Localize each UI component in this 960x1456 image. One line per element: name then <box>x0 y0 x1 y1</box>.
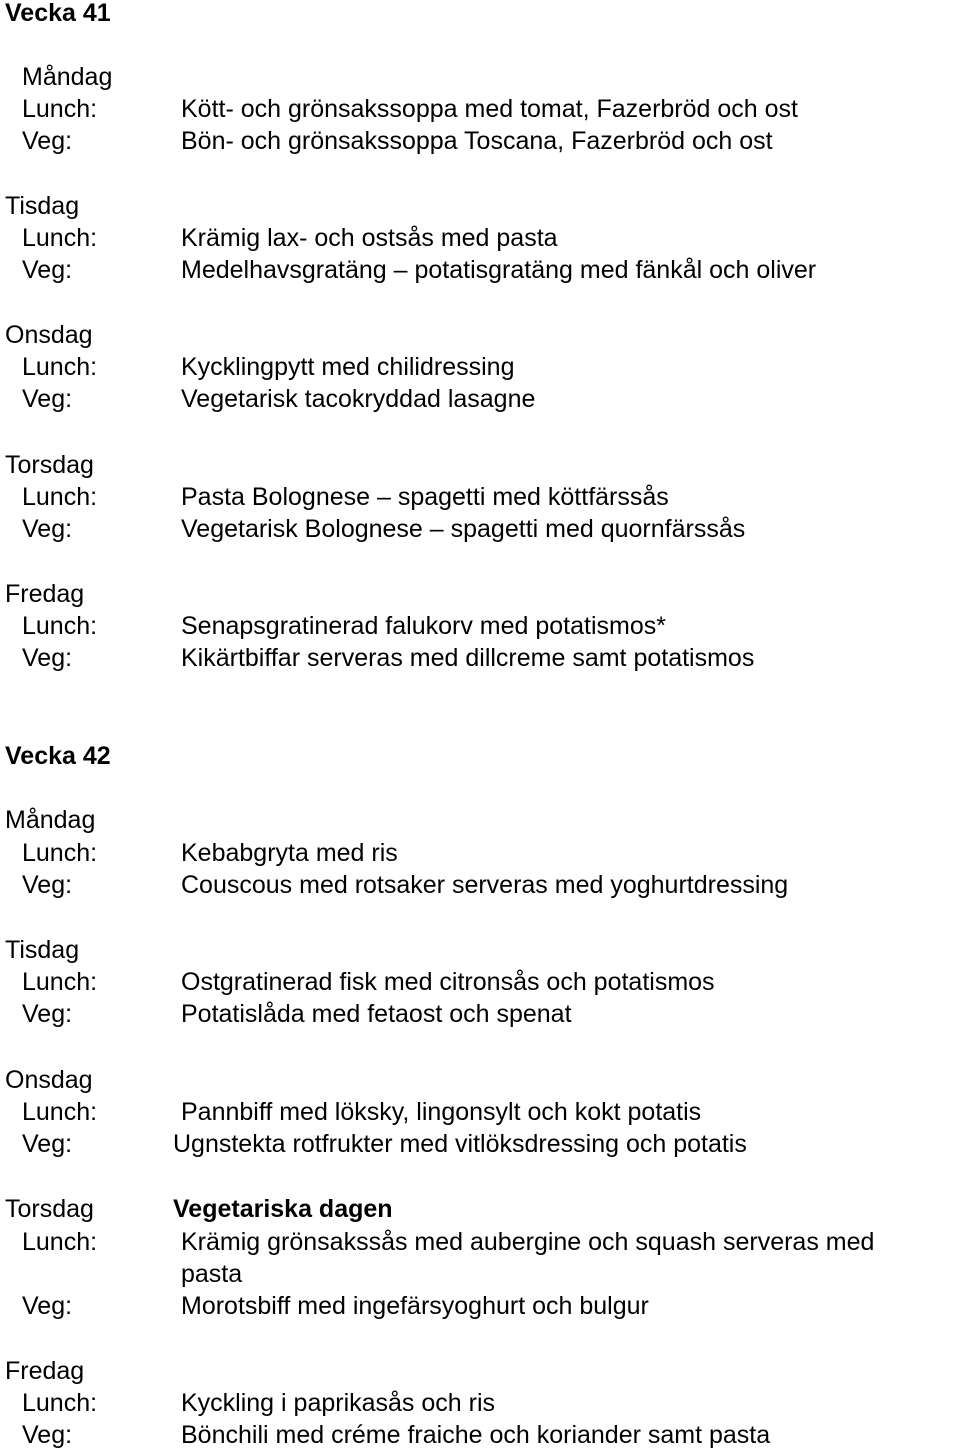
veg-label: Veg: <box>22 515 73 543</box>
day-name: Onsdag <box>5 321 93 349</box>
lunch-dish: Kycklingpytt med chilidressing <box>181 353 515 381</box>
lunch-label: Lunch: <box>22 224 98 252</box>
lunch-label: Lunch: <box>22 95 98 123</box>
veg-dish: Couscous med rotsaker serveras med yoghurtdressing <box>181 871 789 899</box>
veg-dish: Vegetarisk tacokryddad lasagne <box>181 385 536 413</box>
lunch-dish: Kyckling i paprikasås och ris <box>181 1389 496 1417</box>
veg-dish: Bön- och grönsakssoppa Toscana, Fazerbröd och ost <box>181 127 773 155</box>
veg-dish: Potatislåda med fetaost och spenat <box>181 1000 572 1028</box>
veg-label: Veg: <box>22 256 73 284</box>
veg-label: Veg: <box>22 1000 73 1028</box>
veg-dish: Kikärtbiffar serveras med dillcreme samt potatismos <box>181 644 755 672</box>
day-name: Torsdag <box>5 1195 94 1223</box>
lunch-dish: Krämig grönsakssås med aubergine och squash serveras med <box>181 1228 875 1256</box>
day-name: Fredag <box>5 1357 85 1385</box>
lunch-dish: Senapsgratinerad falukorv med potatismos* <box>181 612 666 640</box>
day-name: Fredag <box>5 580 85 608</box>
lunch-label: Lunch: <box>22 483 98 511</box>
veg-label: Veg: <box>22 127 73 155</box>
lunch-dish: Pannbiff med löksky, lingonsylt och kokt potatis <box>181 1098 702 1126</box>
veg-label: Veg: <box>22 644 73 672</box>
lunch-label: Lunch: <box>22 839 98 867</box>
day-name: Tisdag <box>5 192 80 220</box>
veg-dish: Vegetarisk Bolognese – spagetti med quornfärssås <box>181 515 746 543</box>
lunch-label: Lunch: <box>22 353 98 381</box>
veg-label: Veg: <box>22 385 73 413</box>
week-title: Vecka 42 <box>5 742 111 770</box>
day-name: Måndag <box>5 806 96 834</box>
lunch-label: Lunch: <box>22 1389 98 1417</box>
lunch-label: Lunch: <box>22 1228 98 1256</box>
veg-dish: Bönchili med créme fraiche och koriander samt pasta <box>181 1421 771 1449</box>
lunch-dish: Pasta Bolognese – spagetti med köttfärssås <box>181 483 669 511</box>
lunch-label: Lunch: <box>22 612 98 640</box>
veg-label: Veg: <box>22 1292 73 1320</box>
day-name: Onsdag <box>5 1066 93 1094</box>
lunch-dish: Ostgratinerad fisk med citronsås och potatismos <box>181 968 715 996</box>
lunch-label: Lunch: <box>22 968 98 996</box>
day-name: Torsdag <box>5 451 94 479</box>
veg-label: Veg: <box>22 1421 73 1449</box>
theme-day-title: Vegetariska dagen <box>173 1195 393 1223</box>
veg-label: Veg: <box>22 871 73 899</box>
lunch-dish: Kött- och grönsakssoppa med tomat, Fazerbröd och ost <box>181 95 798 123</box>
lunch-dish-continued: pasta <box>181 1260 243 1288</box>
day-name: Tisdag <box>5 936 80 964</box>
veg-label: Veg: <box>22 1130 73 1158</box>
lunch-dish: Kebabgryta med ris <box>181 839 398 867</box>
veg-dish: Medelhavsgratäng – potatisgratäng med fänkål och oliver <box>181 256 817 284</box>
veg-dish: Ugnstekta rotfrukter med vitlöksdressing och potatis <box>173 1130 747 1158</box>
day-name: Måndag <box>22 63 113 91</box>
lunch-dish: Krämig lax- och ostsås med pasta <box>181 224 558 252</box>
week-title: Vecka 41 <box>5 0 111 27</box>
veg-dish: Morotsbiff med ingefärsyoghurt och bulgur <box>181 1292 649 1320</box>
lunch-label: Lunch: <box>22 1098 98 1126</box>
